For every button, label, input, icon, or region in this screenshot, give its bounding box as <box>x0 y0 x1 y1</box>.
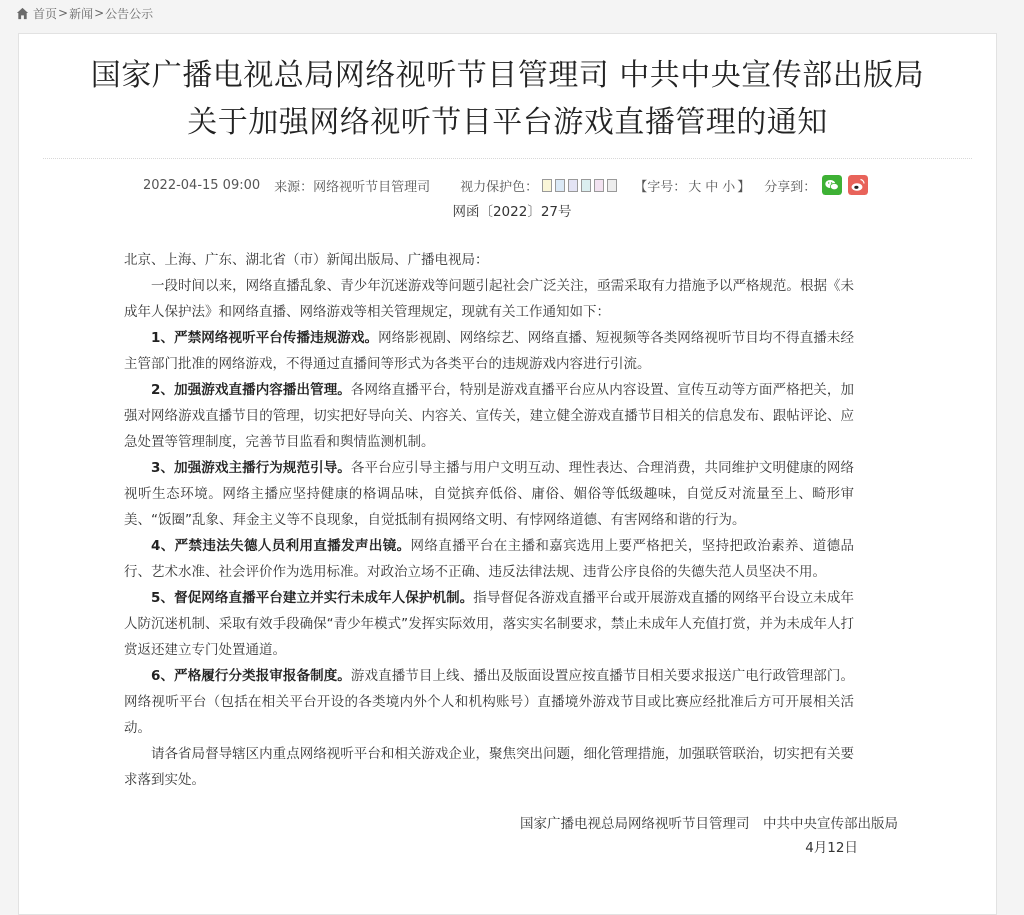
color-swatch[interactable] <box>581 179 591 192</box>
color-swatch[interactable] <box>607 179 617 192</box>
item-text: 指导督促各游戏直播平台或开展游戏直播的网络平台设立未成年人防沉迷机制、采取有效手段确保“青少年模式”发挥实际效用，落实实名制要求，禁止未成年人充值打赏，并为未成年人打赏返还建立专门处置通道。 <box>124 590 854 658</box>
publish-datetime: 2022-04-15 09:00 <box>143 177 261 193</box>
body-item-4 <box>124 533 854 585</box>
wechat-icon[interactable] <box>822 175 842 195</box>
body-item-2 <box>124 377 854 455</box>
salutation: 北京、上海、广东、湖北省（市）新闻出版局、广播电视局： <box>124 252 489 268</box>
intro-paragraph: 一段时间以来，网络直播乱象、青少年沉迷游戏等问题引起社会广泛关注，亟需采取有力措施予以严格规范。根据《未成年人保护法》和网络直播、网络游戏等相关管理规定，现就有关工作通知如下： <box>124 278 854 320</box>
item-text: 网络直播平台在主播和嘉宾选用上要严格把关，坚持把政治素养、道德品行、艺术水准、社会评价作为选用标准。对政治立场不正确、违反法律法规、违背公序良俗的失德失范人员坚决不用。 <box>124 538 854 580</box>
breadcrumb-separator: > <box>94 6 105 20</box>
item-text: 游戏直播节目上线、播出及版面设置应按直播节目相关要求报送广电行政管理部门。网络视听平台（包括在相关平台开设的各类境内外个人和机构账号）直播境外游戏节目或比赛应经批准后方可开展相关活动。 <box>124 668 855 736</box>
breadcrumb-separator: > <box>58 6 69 20</box>
signature-block <box>520 812 898 860</box>
article-body <box>124 247 854 793</box>
closing-paragraph: 请各省局督导辖区内重点网络视听平台和相关游戏企业，聚焦突出问题，细化管理措施，加强联管联治，切实把有关要求落到实处。 <box>124 746 854 788</box>
weibo-icon[interactable] <box>848 175 868 195</box>
body-item-1 <box>124 325 854 377</box>
font-size-large[interactable]: 大 <box>688 179 702 195</box>
breadcrumb-news[interactable]: 新闻 <box>69 6 94 21</box>
font-size-small[interactable]: 小 <box>722 179 736 195</box>
item-text: 各网络直播平台，特别是游戏直播平台应从内容设置、宣传互动等方面严格把关，加强对网络游戏直播节目的管理，切实把好导向关、内容关、宣传关，建立健全游戏直播节目相关的信息发布、跟帖评论、应急处置等管理制度，完善节目监看和舆情监测机制。 <box>124 382 855 450</box>
color-swatch[interactable] <box>594 179 604 192</box>
article-title <box>19 34 996 146</box>
share-label: 分享到： <box>764 179 817 195</box>
item-heading: 3、加强游戏主播行为规范引导。 <box>151 460 351 476</box>
article-title-line-2: 关于加强网络视听节目平台游戏直播管理的通知 <box>187 105 828 140</box>
breadcrumb-home[interactable]: 首页 <box>33 6 58 21</box>
item-text: 各平台应引导主播与用户文明互动、理性表达、合理消费，共同维护文明健康的网络视听生态环境。网络主播应坚持健康的格调品味，自觉摈弃低俗、庸俗、媚俗等低级趣味，自觉反对流量至上、畸形审美、“饭圈”乱象、拜金主义等不良现象，自觉抵制有损网络文明、有悖网络道德、有害网络和谐的行为。 <box>124 460 855 528</box>
body-item-5 <box>124 585 854 663</box>
body-item-3 <box>124 455 854 533</box>
article-source: 来源：网络视听节目管理司 <box>274 179 431 195</box>
eye-protection-swatches <box>542 179 620 192</box>
font-size-close: 】 <box>737 179 751 195</box>
eye-protection-label: 视力保护色： <box>460 179 539 195</box>
color-swatch[interactable] <box>542 179 552 192</box>
color-swatch[interactable] <box>555 179 565 192</box>
breadcrumb-notice[interactable]: 公告公示 <box>105 6 154 21</box>
item-heading: 6、严格履行分类报审报备制度。 <box>151 668 351 684</box>
breadcrumb <box>16 4 153 22</box>
article-title-line-1: 国家广播电视总局网络视听节目管理司 中共中央宣传部出版局 <box>90 58 925 93</box>
body-item-6 <box>124 663 854 741</box>
font-size-medium[interactable]: 中 <box>705 179 719 195</box>
article-meta <box>143 173 868 197</box>
signature-issuers: 国家广播电视总局网络视听节目管理司 中共中央宣传部出版局 <box>520 816 898 832</box>
signature-date: 4月12日 <box>805 840 858 856</box>
item-heading: 4、严禁违法失德人员利用直播发声出镜。 <box>151 538 411 554</box>
item-heading: 5、督促网络直播平台建立并实行未成年人保护机制。 <box>151 590 474 606</box>
item-heading: 2、加强游戏直播内容播出管理。 <box>151 382 351 398</box>
item-text: 网络影视剧、网络综艺、网络直播、短视频等各类网络视听节目均不得直播未经主管部门批准的网络游戏，不得通过直播间等形式为各类平台的违规游戏内容进行引流。 <box>124 330 854 372</box>
color-swatch[interactable] <box>568 179 578 192</box>
document-number: 网函〔2022〕27号 <box>452 204 572 220</box>
home-icon[interactable] <box>16 7 29 20</box>
item-heading: 1、严禁网络视听平台传播违规游戏。 <box>151 330 379 346</box>
title-divider <box>43 158 972 159</box>
font-size-open: 【字号： <box>634 179 687 195</box>
